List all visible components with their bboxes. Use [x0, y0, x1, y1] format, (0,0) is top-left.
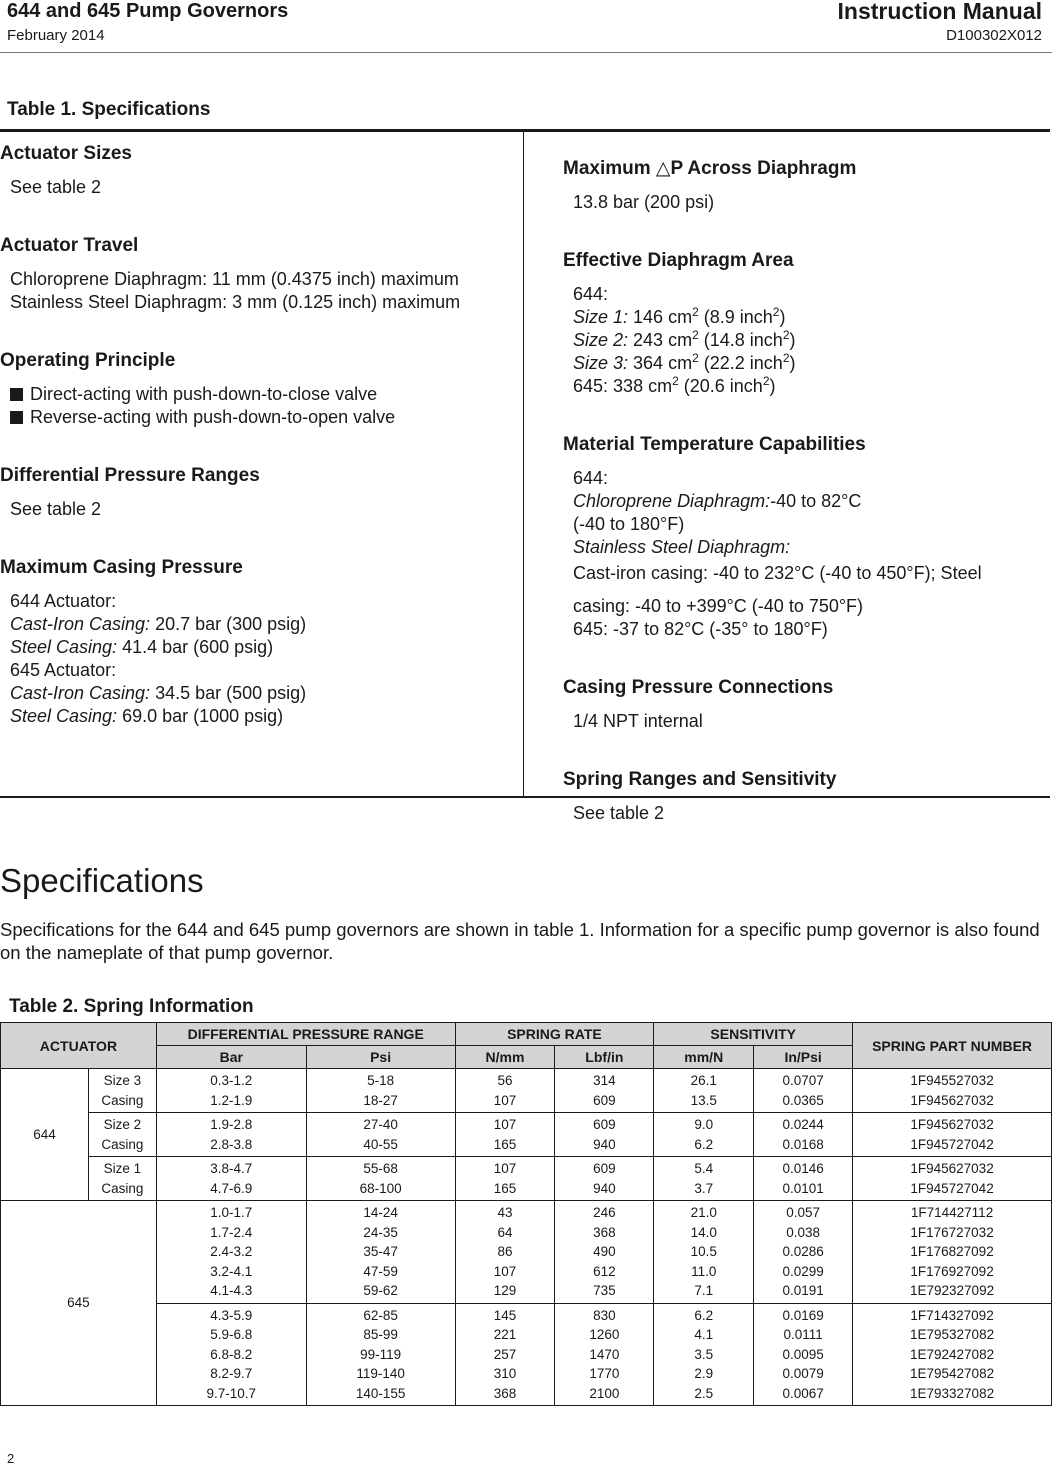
spec-heading: Spring Ranges and Sensitivity [563, 769, 837, 790]
header-bar: Bar [156, 1046, 306, 1069]
spec-label: 644 [573, 468, 604, 488]
list-item [10, 383, 515, 406]
spec-value: See table 2 [10, 499, 102, 519]
spec-text: : 338 cm [603, 376, 673, 396]
spec-value: See table 2 [573, 803, 665, 823]
spec-label: Steel Casing: [10, 706, 118, 726]
cell-psi: 14-24 24-35 35-47 47-59 59-62 [306, 1201, 455, 1304]
spring-information-table [0, 1022, 1052, 1406]
spec-label: 645 [573, 376, 604, 396]
casing-size-cell: Size 3 Casing [88, 1069, 156, 1113]
spec-text: (8.9 inch [698, 307, 773, 327]
spec-label: Size 1: [573, 307, 629, 327]
spec-text: 41.4 bar (600 psig) [117, 637, 274, 657]
cell-inpsi: 0.057 0.038 0.0286 0.0299 0.0191 [754, 1201, 853, 1304]
spec-heading: Maximum △P Across Diaphragm [563, 158, 857, 179]
manual-type: Instruction Manual [837, 0, 1042, 24]
square-bullet-icon [10, 411, 23, 424]
spec-label: Cast-Iron Casing: [10, 614, 151, 634]
cell-lbfin: 314 609 [555, 1069, 654, 1113]
superscript: 2 [692, 351, 699, 365]
actuator-cell: 645 [1, 1201, 157, 1406]
table1-left-column [0, 142, 515, 728]
spec-label: Stainless Steel Diaphragm: [10, 292, 228, 312]
spec-text: 69.0 bar (1000 psig) [117, 706, 284, 726]
cell-mmn: 21.0 14.0 10.5 11.0 7.1 [654, 1201, 754, 1304]
list-item-text: Reverse-acting with push-down-to-open valve [30, 407, 396, 427]
spec-label: Chloroprene Diaphragm: [573, 491, 771, 511]
spec-value [0, 383, 515, 429]
spec-operating-principle [0, 349, 515, 429]
cell-nmm: 107 165 [455, 1113, 555, 1157]
cell-lbfin: 609 940 [555, 1113, 654, 1157]
spec-heading: Maximum Casing Pressure [0, 557, 243, 578]
table-row [1, 1201, 1052, 1304]
header-sensitivity: SENSITIVITY [654, 1023, 853, 1046]
page-number: 2 [7, 1451, 15, 1466]
spec-text: (20.6 inch [678, 376, 763, 396]
spec-heading: Operating Principle [0, 350, 176, 371]
cell-part: 1F945527032 1F945627032 [853, 1069, 1052, 1113]
spec-label: Size 3: [573, 353, 629, 373]
cell-part: 1F945627032 1F945727042 [853, 1113, 1052, 1157]
spec-label: Chloroprene Diaphragm: [10, 269, 208, 289]
spec-heading: Actuator Travel [0, 235, 139, 256]
cell-psi: 55-68 68-100 [306, 1157, 455, 1201]
spec-text: 146 cm [628, 307, 693, 327]
cell-psi: 27-40 40-55 [306, 1113, 455, 1157]
header-rule [0, 52, 1052, 53]
spec-text: 243 cm [628, 330, 693, 350]
document-title: 644 and 645 Pump Governors [7, 0, 289, 22]
cell-psi: 62-85 85-99 99-119 119-140 140-155 [306, 1303, 455, 1406]
spec-label: 644 [573, 284, 604, 304]
header-actuator: ACTUATOR [1, 1023, 157, 1069]
superscript: 2 [692, 305, 699, 319]
cell-bar: 1.0-1.7 1.7-2.4 2.4-3.2 3.2-4.1 4.1-4.3 [156, 1201, 306, 1304]
casing-size-cell: Size 2 Casing [88, 1113, 156, 1157]
cell-part: 1F714427112 1F176727032 1F176827092 1F176927092 1E792327092 [853, 1201, 1052, 1304]
square-bullet-icon [10, 388, 23, 401]
spec-differential-pressure [0, 464, 515, 521]
spec-label: 644 Actuator: [10, 591, 117, 611]
spec-text: -37 to 82°C (-35° to 180°F) [608, 619, 828, 639]
spec-heading: Casing Pressure Connections [563, 677, 834, 698]
cell-nmm: 145 221 257 310 368 [455, 1303, 555, 1406]
cell-inpsi: 0.0707 0.0365 [754, 1069, 853, 1113]
cell-lbfin: 246 368 490 612 735 [555, 1201, 654, 1304]
spec-text: 364 cm [628, 353, 693, 373]
cell-nmm: 56 107 [455, 1069, 555, 1113]
spec-text: (22.2 inch [698, 353, 783, 373]
table-row [1, 1113, 1052, 1157]
table2-caption: Table 2. Spring Information [9, 996, 254, 1017]
spec-casing-connections [563, 676, 1043, 733]
spec-label: 645 Actuator [10, 660, 112, 680]
table-row [1, 1069, 1052, 1113]
spec-effective-area [563, 249, 1043, 398]
spec-label: Cast-Iron Casing: [10, 683, 151, 703]
spec-text: Cast-iron casing: -40 to 232°C (-40 to 450°F); Steel [573, 563, 982, 583]
spec-label: Stainless Steel Diaphragm: [573, 537, 791, 557]
header-spring-rate: SPRING RATE [455, 1023, 654, 1046]
spec-max-dp [563, 157, 1043, 214]
spec-text: casing: -40 to +399°C (-40 to 750°F) [573, 596, 864, 616]
cell-mmn: 26.1 13.5 [654, 1069, 754, 1113]
spec-label: 645: [573, 619, 609, 639]
cell-bar: 4.3-5.9 5.9-6.8 6.8-8.2 8.2-9.7 9.7-10.7 [156, 1303, 306, 1406]
spec-text: (14.8 inch [698, 330, 783, 350]
document-date: February 2014 [7, 27, 105, 44]
spec-value: 1/4 NPT internal [573, 711, 703, 731]
cell-inpsi: 0.0146 0.0101 [754, 1157, 853, 1201]
spec-label: Steel Casing: [10, 637, 118, 657]
spec-heading: Actuator Sizes [0, 143, 132, 164]
cell-lbfin: 830 1260 1470 1770 2100 [555, 1303, 654, 1406]
cell-mmn: 9.0 6.2 [654, 1113, 754, 1157]
header-part-number: SPRING PART NUMBER [853, 1023, 1052, 1069]
list-item-text: Direct-acting with push-down-to-close valve [30, 384, 378, 404]
table1-right-column [563, 157, 1043, 825]
table1-caption: Table 1. Specifications [7, 99, 211, 120]
header-lbfin: Lbf/in [555, 1046, 654, 1069]
table1-top-rule [0, 129, 1050, 132]
header-psi: Psi [306, 1046, 455, 1069]
cell-part: 1F714327092 1E795327082 1E792427082 1E795427082 1E793327082 [853, 1303, 1052, 1406]
spec-heading: Material Temperature Capabilities [563, 434, 866, 455]
spec-text: 20.7 bar (300 psig) [150, 614, 307, 634]
header-mmn: mm/N [654, 1046, 754, 1069]
spec-value: 13.8 bar (200 psi) [573, 192, 715, 212]
spec-text: 34.5 bar (500 psig) [150, 683, 307, 703]
cell-bar: 0.3-1.2 1.2-1.9 [156, 1069, 306, 1113]
spec-heading: Differential Pressure Ranges [0, 465, 260, 486]
spec-spring-ranges [563, 768, 1043, 825]
superscript: 2 [782, 351, 790, 365]
cell-psi: 5-18 18-27 [306, 1069, 455, 1113]
cell-lbfin: 609 940 [555, 1157, 654, 1201]
actuator-cell: 644 [1, 1069, 89, 1201]
cell-bar: 3.8-4.7 4.7-6.9 [156, 1157, 306, 1201]
superscript: 2 [672, 374, 679, 388]
superscript: 2 [692, 328, 699, 342]
cell-mmn: 6.2 4.1 3.5 2.9 2.5 [654, 1303, 754, 1406]
header-inpsi: In/Psi [754, 1046, 853, 1069]
spec-material-temperature [563, 433, 1043, 641]
header-nmm: N/mm [455, 1046, 555, 1069]
spec-text: (-40 to 180°F) [573, 514, 685, 534]
cell-mmn: 5.4 3.7 [654, 1157, 754, 1201]
table1-column-divider [523, 132, 524, 796]
spec-max-casing-pressure [0, 556, 515, 728]
spec-value: 644: Chloroprene Diaphragm:-40 to 82°C (-40 to 180°F) Stainless Steel Diaphragm: Cast-iron casing: -40 to 232°C (-40 to 450°F); Steel casing: -40 to +399°C (-40 to 750°F) 645: -37 to 82°C (-35° to 180°F) [563, 467, 1043, 641]
document-number: D100302X012 [946, 27, 1042, 44]
superscript: 2 [762, 374, 770, 388]
spec-actuator-travel [0, 234, 515, 314]
spec-value: 644: Size 1: 146 $cm^2$ (8.9 inch$^2$) Size 2: 243 $cm^2$ (14.8 inch$^2$) Size 3: 364 $cm^2$ (22.2 inch$^2$) 645: 338 $cm^2$ (20.6 inch$^2$) [573, 284, 796, 396]
section-heading: Specifications [0, 862, 204, 899]
casing-size-cell: Size 1 Casing [88, 1157, 156, 1201]
cell-nmm: 43 64 86 107 129 [455, 1201, 555, 1304]
spec-text: 11 mm (0.4375 inch) maximum [207, 269, 459, 289]
cell-bar: 1.9-2.8 2.8-3.8 [156, 1113, 306, 1157]
spec-value: 644 Actuator: Cast-Iron Casing: 20.7 bar (300 psig) Steel Casing: 41.4 bar (600 psig) 645 Actuator: Cast-Iron Casing: 34.5 bar (500 psig) Steel Casing: 69.0 bar (1000 psig) [10, 591, 307, 726]
superscript: 2 [782, 328, 790, 342]
table-row [1, 1303, 1052, 1406]
spec-actuator-sizes [0, 142, 515, 199]
cell-nmm: 107 165 [455, 1157, 555, 1201]
spec-heading: Effective Diaphragm Area [563, 250, 794, 271]
section-paragraph: Specifications for the 644 and 645 pump governors are shown in table 1. Information for a specific pump governor is also found on the nameplate of that pump governor. [0, 919, 1040, 963]
spec-text: -40 to 82°C [770, 491, 862, 511]
header-diff-range: DIFFERENTIAL PRESSURE RANGE [156, 1023, 455, 1046]
list-item [10, 406, 515, 429]
spec-label: Size 2: [573, 330, 629, 350]
spec-value: See table 2 [10, 177, 102, 197]
cell-inpsi: 0.0169 0.0111 0.0095 0.0079 0.0067 [754, 1303, 853, 1406]
spec-value [0, 268, 515, 314]
cell-inpsi: 0.0244 0.0168 [754, 1113, 853, 1157]
table-row [1, 1157, 1052, 1201]
cell-part: 1F945627032 1F945727042 [853, 1157, 1052, 1201]
superscript: 2 [772, 305, 780, 319]
spec-text: 3 mm (0.125 inch) maximum [227, 292, 461, 312]
